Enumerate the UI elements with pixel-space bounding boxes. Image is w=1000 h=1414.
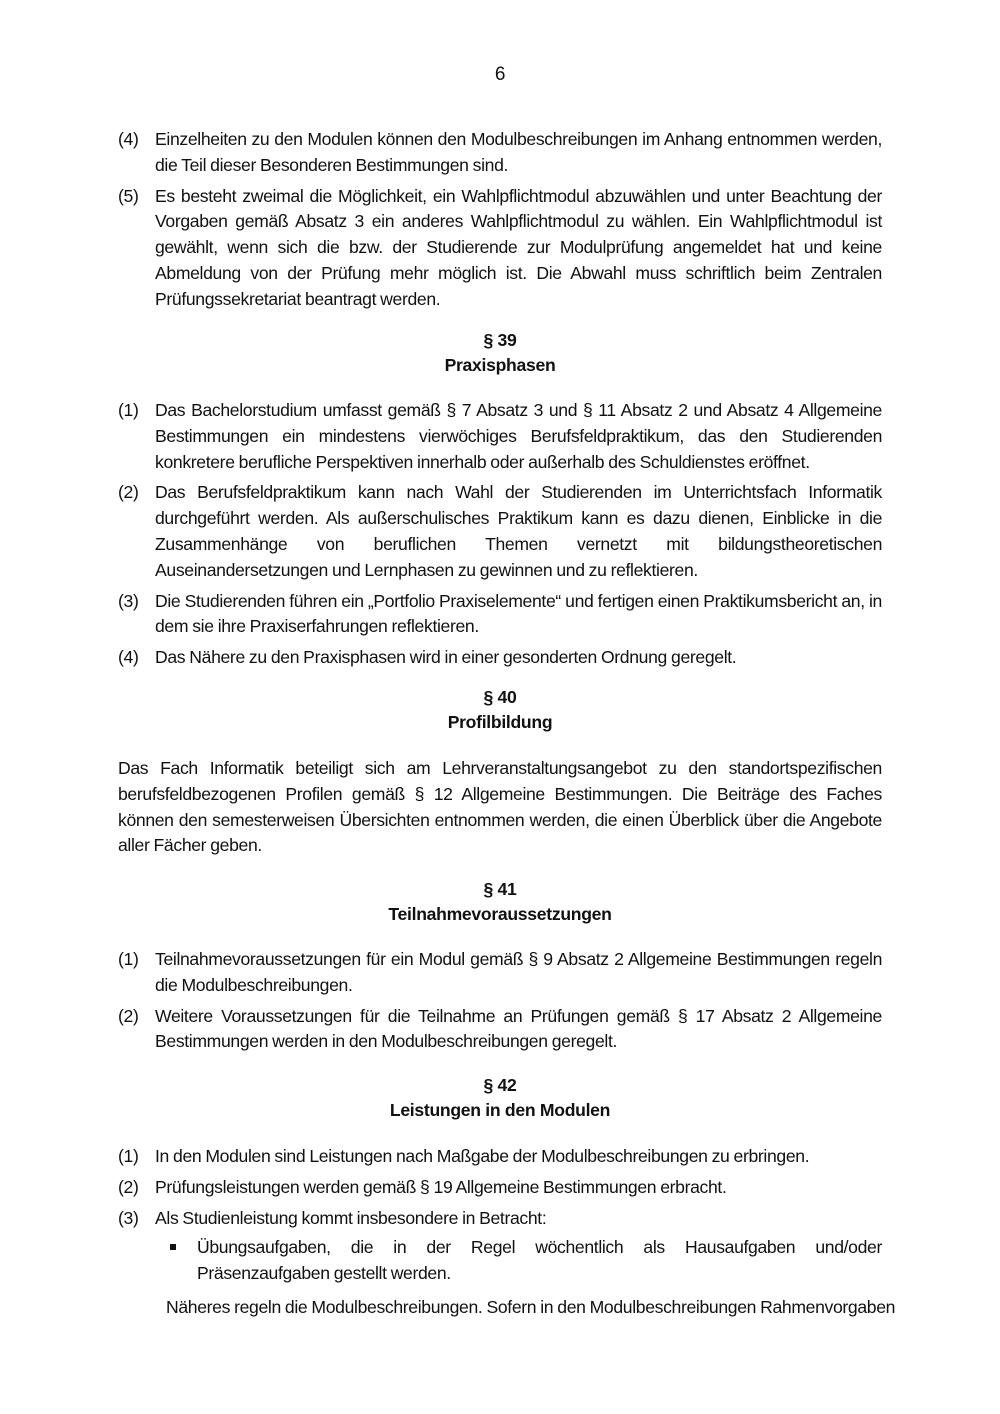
- section-42-number: § 42: [483, 1075, 517, 1095]
- paragraph-39-4: [118, 645, 882, 671]
- paragraph-38-5: [118, 184, 882, 313]
- section-42-body: [118, 1144, 896, 1321]
- paragraph-38-4: [118, 127, 882, 179]
- paragraph-39-1: [118, 398, 882, 475]
- paragraph-number: (5): [118, 185, 139, 206]
- paragraph-number: (1): [118, 949, 139, 969]
- paragraph-number: (2): [118, 1176, 139, 1197]
- section-40-title: Profilbildung: [447, 712, 553, 732]
- page-number: 6: [494, 64, 506, 85]
- paragraph-39-3: [118, 589, 882, 641]
- list-item-text: Übungsaufgaben, die in der Regel wöchentlich als Hausaufgaben und/oder Präsenzaufgaben gestellt werden.: [197, 1237, 882, 1284]
- paragraph-41-2: [118, 1004, 882, 1056]
- paragraph-text: Das Bachelorstudium umfasst gemäß § 7 Absatz 3 und § 11 Absatz 2 und Absatz 4 Allgemeine Bestimmungen ein mindestens vierwöchiges Berufsfeldpraktikum, das den Studierenden konkretere berufliche Perspektiven innerhalb oder außerhalb des Schuldienstes eröffnet.: [155, 400, 882, 472]
- paragraph-text: Das Berufsfeldpraktikum kann nach Wahl der Studierenden im Unterrichtsfach Informatik durchgeführt werden. Als außerschulisches Praktikum kann es dazu dienen, Einblicke in die Zusammenhänge von beruflichen Themen vernetzt mit bildungstheoretischen Auseinandersetzungen und Lernphasen zu gewinnen und zu reflektieren.: [155, 482, 882, 580]
- paragraph-text: Die Studierenden führen ein „Portfolio Praxiselemente“ und fertigen einen Praktikumsbericht an, in dem sie ihre Praxiserfahrungen reflektieren.: [155, 590, 882, 637]
- paragraph-number: (2): [118, 482, 139, 503]
- paragraph-number: (1): [118, 400, 139, 420]
- section-38-continuation: [118, 127, 882, 313]
- section-39-body: [118, 398, 882, 671]
- profilbildung-text: Das Fach Informatik beteiligt sich am Lehrveranstaltungsangebot zu den standortspezifischen berufsfeldbezogenen Profilen gemäß § 12 Allgemeine Bestimmungen. Die Beiträge des Faches können den semesterweisen Übersichten entnommen werden, die einen Überblick über die Angebote aller Fächer geben.: [118, 758, 882, 856]
- paragraph-text: Teilnahmevoraussetzungen für ein Modul gemäß § 9 Absatz 2 Allgemeine Bestimmungen regeln die Modulbeschreibungen.: [155, 949, 882, 995]
- list-item: [118, 1235, 882, 1287]
- paragraph-number: (3): [118, 1207, 139, 1228]
- square-bullet-icon: [170, 1244, 176, 1250]
- section-41-body: [118, 947, 882, 1055]
- section-42-title: Leistungen in den Modulen: [389, 1100, 611, 1120]
- paragraph-42-3: [118, 1206, 882, 1232]
- paragraph-text: Prüfungsleistungen werden gemäß § 19 Allgemeine Bestimmungen erbracht.: [155, 1176, 727, 1197]
- section-41-number: § 41: [483, 879, 517, 899]
- paragraph-number: (1): [118, 1146, 139, 1166]
- paragraph-number: (2): [118, 1005, 139, 1026]
- paragraph-text: Es besteht zweimal die Möglichkeit, ein Wahlpflichtmodul abzuwählen und unter Beachtung der Vorgaben gemäß Absatz 3 ein anderes Wahlpflichtmodul zu wählen. Ein Wahlpflichtmodul ist gewählt, wenn sich die bzw. der Studierende zur Modulprüfung angemeldet hat und keine Abmeldung von der Prüfung mehr möglich ist. Die Abwahl muss schriftlich beim Zentralen Prüfungssekretariat beantragt werden.: [155, 185, 882, 309]
- section-40-body: [118, 756, 882, 859]
- paragraph-number: (4): [118, 129, 139, 149]
- paragraph-42-2: [118, 1175, 882, 1201]
- paragraph-42-1: [118, 1144, 882, 1170]
- paragraph-text: Als Studienleistung kommt insbesondere in Betracht:: [155, 1207, 547, 1228]
- trailing-text: Näheres regeln die Modulbeschreibungen. Sofern in den Modulbeschreibungen Rahmenvorgaben: [166, 1296, 896, 1317]
- paragraph-text: In den Modulen sind Leistungen nach Maßgabe der Modulbeschreibungen zu erbringen.: [155, 1146, 810, 1166]
- paragraph-text: Weitere Voraussetzungen für die Teilnahme an Prüfungen gemäß § 17 Absatz 2 Allgemeine Bestimmungen werden in den Modulbeschreibungen geregelt.: [155, 1005, 882, 1052]
- paragraph-number: (3): [118, 590, 139, 611]
- section-39-title: Praxisphasen: [444, 355, 556, 375]
- paragraph-41-1: [118, 947, 882, 999]
- section-41-title: Teilnahmevoraussetzungen: [388, 904, 612, 924]
- section-40-number: § 40: [483, 687, 517, 707]
- paragraph-text: Das Nähere zu den Praxisphasen wird in einer gesonderten Ordnung geregelt.: [155, 647, 737, 668]
- paragraph-39-2: [118, 480, 882, 583]
- paragraph-text: Einzelheiten zu den Modulen können den Modulbeschreibungen im Anhang entnommen werden, die Teil dieser Besonderen Bestimmungen sind.: [155, 129, 882, 175]
- paragraph-number: (4): [118, 647, 139, 668]
- section-39-number: § 39: [483, 330, 517, 350]
